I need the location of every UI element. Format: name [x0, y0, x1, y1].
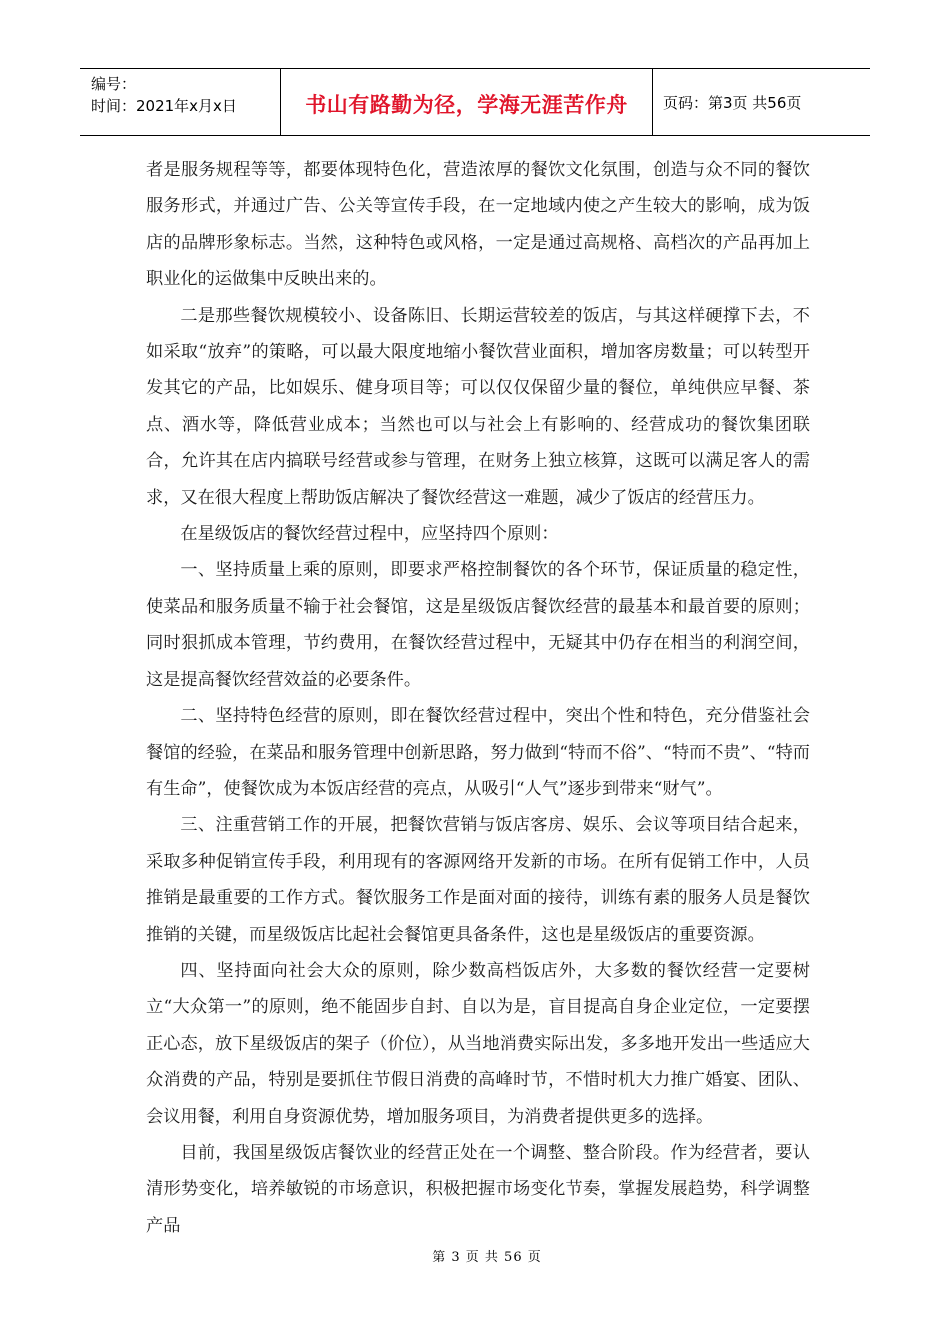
header-page-label: 页码：第3页 共56页 — [663, 93, 802, 112]
header-motto: 书山有路勤为径，学海无涯苦作舟 — [281, 69, 653, 135]
paragraph: 二是那些餐饮规模较小、设备陈旧、长期运营较差的饭店，与其这样硬撑下去，不如采取“放弃”的策略，可以最大限度地缩小餐饮营业面积，增加客房数量；可以转型开发其它的产品，比如娱乐、健身项目等；可以仅仅保留少量的餐位，单纯供应早餐、茶点、酒水等，降低营业成本；当然也可以与社会上有影响的、经营成功的餐饮集团联合，允许其在店内搞联号经营或参与管理，在财务上独立核算，这既可以满足客人的需求，又在很大程度上帮助饭店解决了餐饮经营这一难题，减少了饭店的经营压力。 — [146, 305, 810, 508]
document-body — [146, 152, 810, 1244]
page-footer: 第 3 页 共 56 页 — [432, 1250, 542, 1265]
document-date: 时间：2021年x月x日 — [91, 97, 237, 115]
paragraph: 三、注重营销工作的开展，把餐饮营销与饭店客房、娱乐、会议等项目结合起来，采取多种促销宣传手段，利用现有的客源网络开发新的市场。在所有促销工作中，人员推销是最重要的工作方式。餐饮服务工作是面对面的接待，训练有素的服务人员是餐饮推销的关键，而星级饭店比起社会餐馆更具备条件，这也是星级饭店的重要资源。 — [146, 815, 810, 945]
paragraph: 目前，我国星级饭店餐饮业的经营正处在一个调整、整合阶段。作为经营者，要认清形势变化，培养敏锐的市场意识，积极把握市场变化节奏，掌握发展趋势，科学调整产品 — [146, 1142, 810, 1236]
paragraph: 者是服务规程等等，都要体现特色化，营造浓厚的餐饮文化氛围，创造与众不同的餐饮服务形式，并通过广告、公关等宣传手段，在一定地域内使之产生较大的影响，成为饭店的品牌形象标志。当然，这种特色或风格，一定是通过高规格、高档次的产品再加上职业化的运做集中反映出来的。 — [146, 160, 810, 290]
paragraph: 二、坚持特色经营的原则，即在餐饮经营过程中，突出个性和特色，充分借鉴社会餐馆的经验，在菜品和服务管理中创新思路，努力做到“特而不俗”、“特而不贵”、“特而有生命”，使餐饮成为本饭店经营的亮点，从吸引“人气”逐步到带来“财气”。 — [146, 706, 810, 799]
document-number-label: 编号： — [91, 75, 137, 93]
paragraph: 四、坚持面向社会大众的原则，除少数高档饭店外，大多数的餐饮经营一定要树立“大众第一”的原则，绝不能固步自封、自以为是，盲目提高自身企业定位，一定要摆正心态，放下星级饭店的架子（价位），从当地消费实际出发，多多地开发出一些适应大众消费的产品，特别是要抓住节假日消费的高峰时节，不惜时机大力推广婚宴、团队、会议用餐，利用自身资源优势，增加服务项目，为消费者提供更多的选择。 — [146, 960, 810, 1127]
header-meta-cell — [80, 69, 281, 135]
paragraph: 一、坚持质量上乘的原则，即要求严格控制餐饮的各个环节，保证质量的稳定性，使菜品和服务质量不输于社会餐馆，这是星级饭店餐饮经营的最基本和最首要的原则；同时狠抓成本管理，节约费用，在餐饮经营过程中，无疑其中仍存在相当的利润空间，这是提高餐饮经营效益的必要条件。 — [146, 560, 810, 690]
paragraph: 在星级饭店的餐饮经营过程中，应坚持四个原则： — [180, 524, 559, 545]
document-header — [80, 68, 870, 136]
